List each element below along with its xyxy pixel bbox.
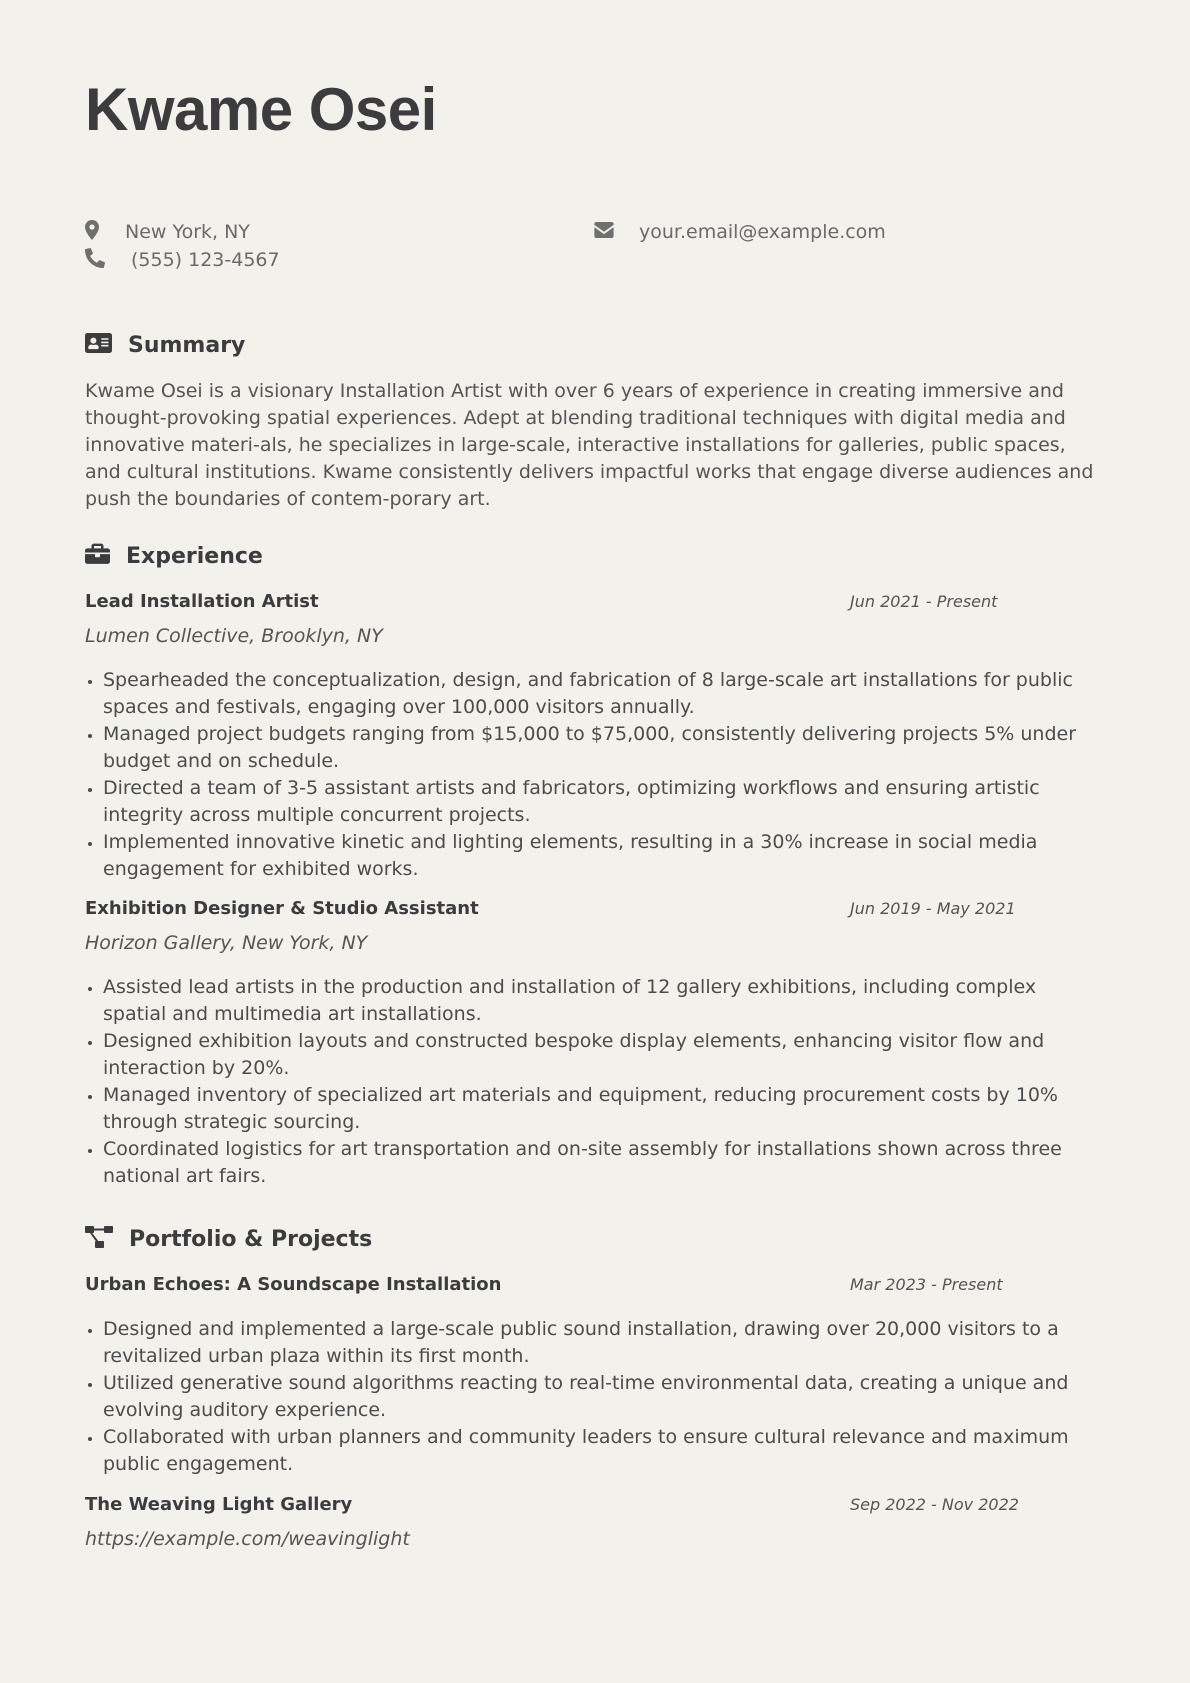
project-title: The Weaving Light Gallery <box>85 1494 353 1515</box>
summary-text: Kwame Osei is a visionary Installation Artist with over 6 years of experience in creating immersive and thought-provoking spatial experiences. Adept at blending traditional techniques with digital media and innovative materi-als, he specializes in large-scale, interactive installations for galleries, public spaces, and cultural institutions. Kwame consistently delivers impactful works that engage diverse audiences and push the boundaries of contem-porary art. <box>85 380 1094 510</box>
job-title: Lead Installation Artist <box>85 591 319 612</box>
job-header <box>85 896 1105 922</box>
id-card-icon <box>85 333 112 357</box>
bullet-item: • Designed and implemented a large-scale public sound installation, drawing over 20,000 visitors to a revitalized urban plaza within its first month. <box>103 1316 1105 1370</box>
bullet-item: • Managed project budgets ranging from $15,000 to $75,000, consistently delivering projects 5% under budget and on schedule. <box>103 721 1105 775</box>
candidate-name: Kwame Osei <box>85 76 437 143</box>
experience-entry <box>85 896 1105 1190</box>
bullet-item: • Directed a team of 3-5 assistant artists and fabricators, optimizing workflows and ensuring artistic integrity across multiple concurrent projects. <box>103 775 1105 829</box>
job-dates: Jun 2019 - May 2021 <box>850 899 1016 918</box>
experience-title: Experience <box>126 543 263 569</box>
bullet-item: • Assisted lead artists in the production and installation of 12 gallery exhibitions, including complex spatial and multimedia art installations. <box>103 974 1105 1028</box>
project-dates: Mar 2023 - Present <box>850 1275 1003 1294</box>
projects-heading <box>85 1224 1105 1254</box>
job-company: Horizon Gallery, New York, NY <box>85 932 368 954</box>
summary-heading <box>85 330 1105 360</box>
summary-title: Summary <box>128 332 246 358</box>
job-dates: Jun 2021 - Present <box>850 592 998 611</box>
job-header <box>85 589 1105 615</box>
job-company: Lumen Collective, Brooklyn, NY <box>85 625 383 647</box>
projects-title: Portfolio & Projects <box>129 1226 373 1252</box>
briefcase-icon <box>85 543 110 569</box>
experience-entry <box>85 589 1105 883</box>
envelope-icon <box>594 221 614 243</box>
project-header <box>85 1492 1105 1518</box>
job-bullets <box>85 974 1105 1190</box>
contact-block <box>85 218 1105 274</box>
project-header <box>85 1272 1105 1298</box>
bullet-item: • Designed exhibition layouts and constructed bespoke display elements, enhancing visitor flow and interaction by 20%. <box>103 1028 1105 1082</box>
bullet-item: • Utilized generative sound algorithms reacting to real-time environmental data, creating a unique and evolving auditory experience. <box>103 1370 1105 1424</box>
email-link[interactable]: your.email@example.com <box>639 221 886 243</box>
job-bullets <box>85 667 1105 883</box>
bullet-item: • Managed inventory of specialized art materials and equipment, reducing procurement costs by 10% through strategic sourcing. <box>103 1082 1105 1136</box>
project-entry <box>85 1272 1105 1478</box>
project-bullets <box>85 1316 1105 1478</box>
project-link[interactable]: https://example.com/weavinglight <box>85 1528 410 1550</box>
project-title: Urban Echoes: A Soundscape Installation <box>85 1274 502 1295</box>
project-dates: Sep 2022 - Nov 2022 <box>850 1495 1019 1514</box>
phone-text: (555) 123-4567 <box>131 249 280 271</box>
location-text: New York, NY <box>125 221 250 243</box>
bullet-item: • Implemented innovative kinetic and lighting elements, resulting in a 30% increase in social media engagement for exhibited works. <box>103 829 1105 883</box>
map-marker-icon <box>85 220 99 245</box>
project-diagram-icon <box>85 1226 113 1252</box>
contact-email[interactable] <box>594 218 886 246</box>
phone-icon <box>85 248 105 273</box>
contact-location <box>85 218 250 246</box>
experience-heading <box>85 541 1105 571</box>
job-title: Exhibition Designer & Studio Assistant <box>85 898 479 919</box>
bullet-item: • Coordinated logistics for art transportation and on-site assembly for installations shown across three national art fairs. <box>103 1136 1105 1190</box>
bullet-item: • Spearheaded the conceptualization, design, and fabrication of 8 large-scale art installations for public spaces and festivals, engaging over 100,000 visitors annually. <box>103 667 1105 721</box>
bullet-item: • Collaborated with urban planners and community leaders to ensure cultural relevance and maximum public engagement. <box>103 1424 1105 1478</box>
project-entry <box>85 1492 1105 1552</box>
contact-phone <box>85 246 280 274</box>
